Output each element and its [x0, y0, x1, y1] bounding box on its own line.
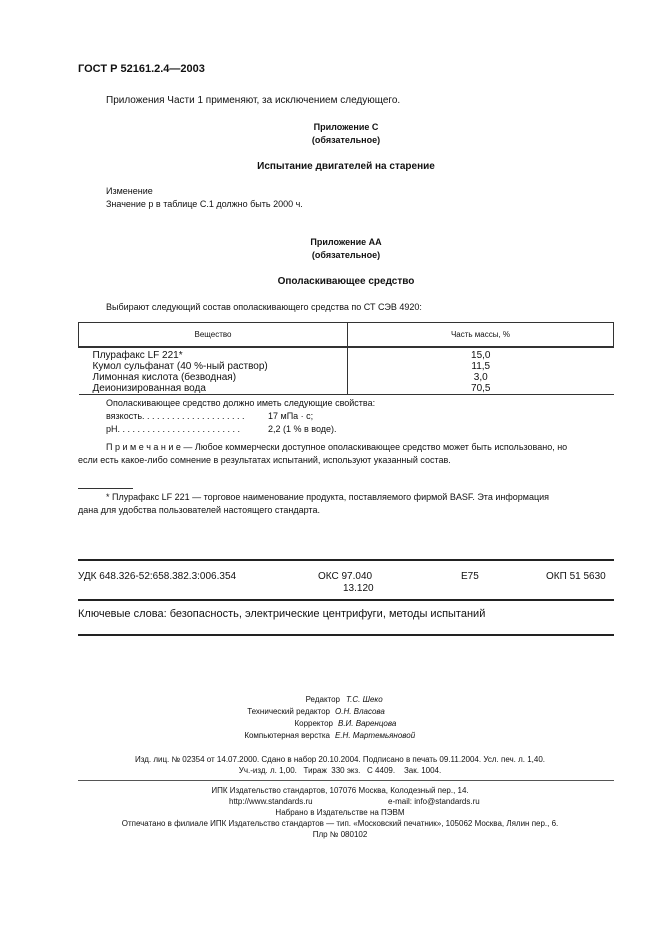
page-header: ГОСТ Р 52161.2.4—2003 — [78, 63, 205, 75]
oks-code-2: 13.120 — [343, 583, 374, 594]
keywords: Ключевые слова: безопасность, электрические центрифуги, методы испытаний — [78, 608, 486, 620]
table-cell-mass: 3,0 — [473, 372, 488, 383]
table-header-mass: Часть массы, % — [348, 323, 614, 348]
ph-label: pH. . . . . . . . . . . . . . . . . . . . . . . . . — [106, 424, 241, 434]
credit-name: Т.С. Шеко — [346, 695, 383, 704]
credit-name: О.Н. Власова — [335, 707, 385, 716]
annex-aa-status: (обязательное) — [311, 250, 381, 260]
annex-aa-lead: Выбирают следующий состав ополаскивающего средства по СТ СЭВ 4920: — [106, 302, 422, 312]
okp-code: ОКП 51 5630 — [546, 571, 606, 582]
credit-name: Е.Н. Мартемьяновой — [335, 731, 416, 740]
composition-table — [78, 322, 614, 395]
annex-aa-heading: Ополаскивающее средство — [277, 276, 415, 287]
table-row — [79, 383, 614, 395]
imprint-line-1: Изд. лиц. № 02354 от 14.07.2000. Сдано в набор 20.10.2004. Подписано в печать 09.11.2004. Усл. печ. л. 1,40. — [134, 755, 546, 764]
publisher-email[interactable]: e-mail: info@standards.ru — [388, 797, 480, 806]
udk-code: УДК 648.326-52:658.382.3:006.354 — [78, 571, 237, 582]
footnote-divider — [78, 488, 133, 489]
viscosity-value: 17 мПа · с; — [268, 411, 314, 421]
imprint-divider — [78, 780, 614, 781]
annex-c-change-text: Значение p в таблице С.1 должно быть 2000 ч. — [106, 199, 303, 209]
note-line-1: П р и м е ч а н и е — Любое коммерчески доступное ополаскивающее средство может быть использовано, но — [106, 442, 568, 452]
credit-tech-editor — [0, 707, 330, 717]
credit-role: Редактор — [305, 695, 340, 704]
ph-value: 2,2 (1 % в воде). — [268, 424, 337, 434]
note-line-2: если есть какое-либо сомнение в результатах испытаний, используют указанный состав. — [78, 455, 451, 465]
table-row — [79, 347, 614, 361]
table-cell-substance: Кумол сульфанат (40 %-ный раствор) — [79, 361, 348, 372]
annex-c-status: (обязательное) — [311, 135, 381, 145]
publisher-line-5: Плр № 080102 — [312, 830, 368, 839]
table-cell-substance: Плурафакс LF 221* — [79, 347, 348, 361]
oks-code-1: ОКС 97.040 — [318, 571, 373, 582]
publisher-line-4: Отпечатано в филиале ИПК Издательство стандартов — тип. «Московский печатник», 105062 Москва, Лялин пер., 6. — [121, 819, 559, 828]
table-cell-mass: 11,5 — [471, 361, 491, 372]
table-cell-mass: 70,5 — [348, 383, 614, 395]
viscosity-label: вязкость. . . . . . . . . . . . . . . . . . . . . — [106, 411, 245, 421]
publisher-line-1: ИПК Издательство стандартов, 107076 Москва, Колодезный пер., 14. — [211, 786, 469, 795]
intro-text: Приложения Части 1 применяют, за исключением следующего. — [106, 95, 401, 106]
annex-c-change-label: Изменение — [106, 186, 153, 196]
properties-intro: Ополаскивающее средство должно иметь следующие свойства: — [106, 398, 376, 408]
table-row — [79, 361, 614, 372]
divider-top — [78, 559, 614, 561]
table-cell-substance: Деионизированная вода — [79, 383, 348, 395]
footnote-line-2: дана для удобства пользователей настоящего стандарта. — [78, 505, 320, 515]
divider-bottom — [78, 634, 614, 636]
table-cell-mass: 15,0 — [471, 350, 491, 361]
publisher-line-3: Набрано в Издательстве на ПЭВМ — [275, 808, 405, 817]
e-code: Е75 — [461, 571, 479, 582]
credit-corrector — [0, 719, 333, 729]
divider-middle — [78, 599, 614, 601]
table-cell-substance: Лимонная кислота (безводная) — [79, 372, 348, 383]
credit-role: Компьютерная верстка — [244, 731, 330, 740]
annex-c-heading: Испытание двигателей на старение — [257, 161, 435, 172]
table-header-substance: Вещество — [79, 323, 348, 348]
credit-role: Корректор — [294, 719, 333, 728]
footnote-line-1: * Плурафакс LF 221 — торговое наименование продукта, поставляемого фирмой BASF. Эта информация — [106, 492, 549, 502]
credit-role: Технический редактор — [247, 707, 330, 716]
credit-layout — [0, 731, 330, 741]
imprint-line-2: Уч.-изд. л. 1,00. Тираж 330 экз. С 4409. Зак. 1004. — [238, 766, 442, 775]
credit-name: В.И. Варенцова — [338, 719, 397, 728]
annex-c-title: Приложение С — [313, 122, 379, 132]
table-row — [79, 372, 614, 383]
annex-aa-title: Приложение АА — [310, 237, 382, 247]
credit-editor — [0, 695, 340, 705]
publisher-web[interactable]: http://www.standards.ru — [229, 797, 313, 806]
